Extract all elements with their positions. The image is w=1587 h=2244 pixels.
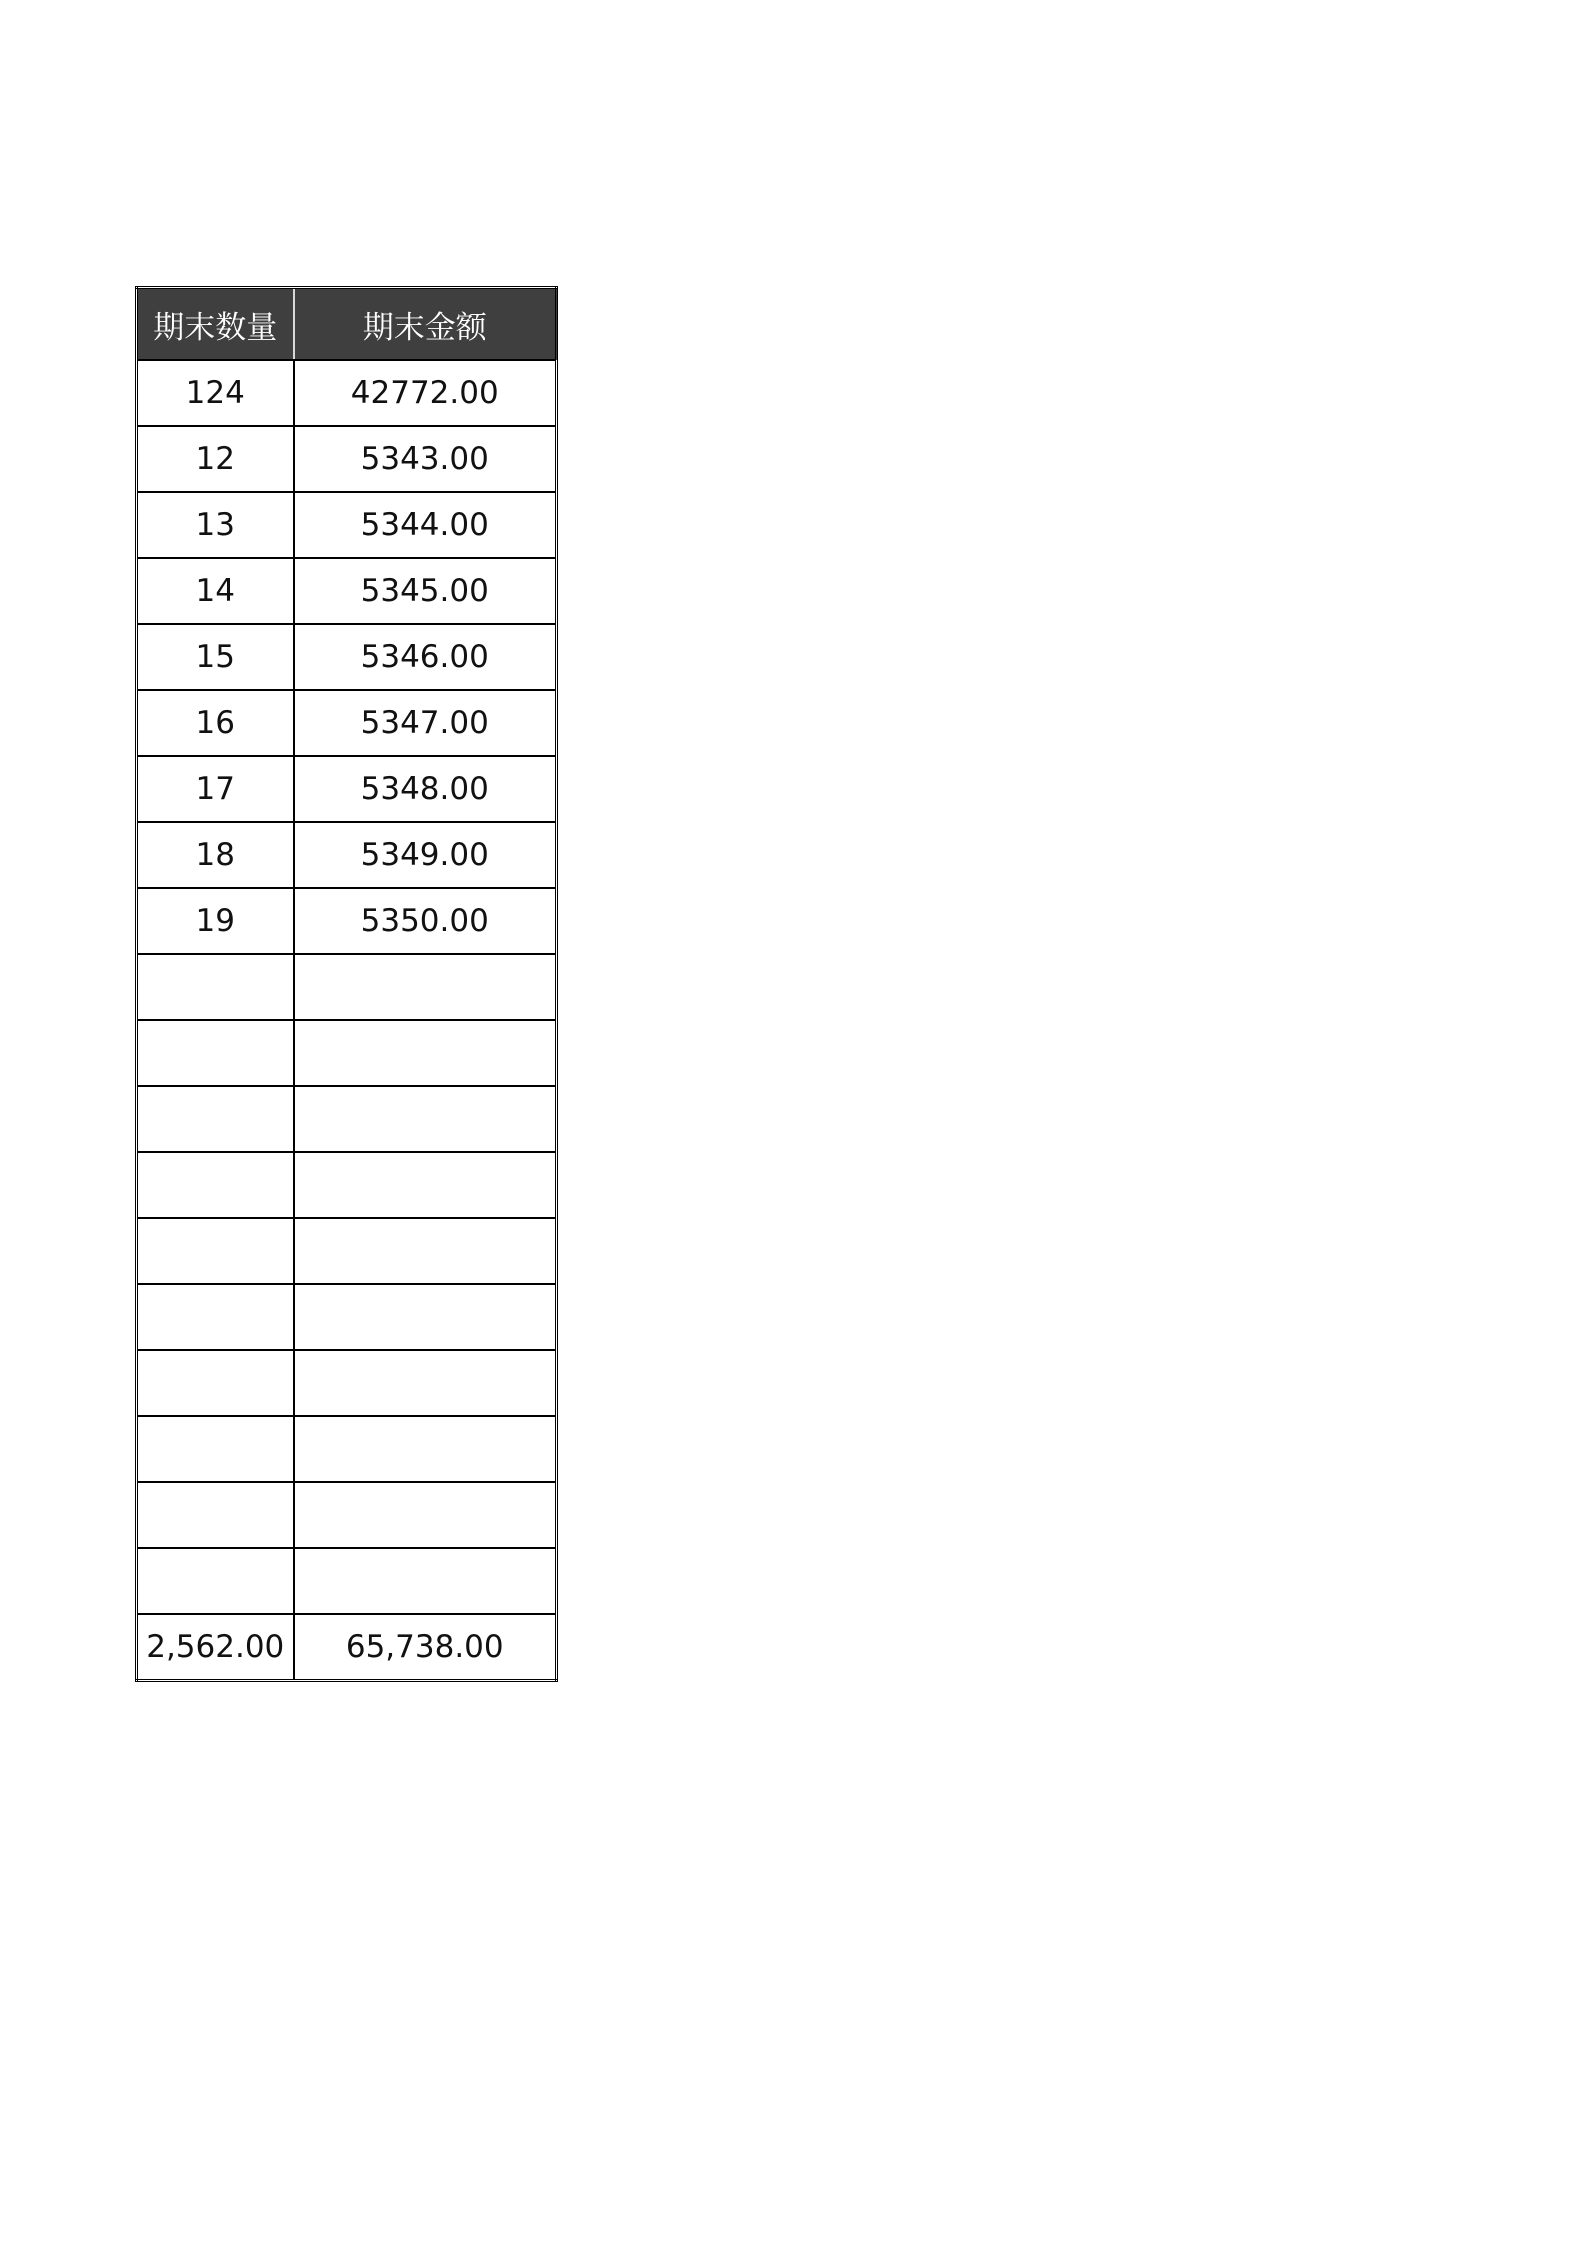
table-row xyxy=(137,426,557,492)
table-row xyxy=(137,360,557,426)
ending-amount-cell: 5344.00 xyxy=(294,492,557,558)
ending-amount-cell xyxy=(294,1284,557,1350)
table-row xyxy=(137,888,557,954)
table-row xyxy=(137,1152,557,1218)
table-row xyxy=(137,558,557,624)
table-row xyxy=(137,822,557,888)
ending-quantity-cell: 18 xyxy=(137,822,294,888)
ending-quantity-cell: 13 xyxy=(137,492,294,558)
ending-quantity-cell: 17 xyxy=(137,756,294,822)
ending-quantity-cell xyxy=(137,1284,294,1350)
ending-amount-cell xyxy=(294,1218,557,1284)
header-ending-quantity: 期末数量 xyxy=(137,288,294,361)
ending-quantity-cell xyxy=(137,1152,294,1218)
ending-quantity-cell xyxy=(137,1218,294,1284)
ending-quantity-cell xyxy=(137,1020,294,1086)
table-row xyxy=(137,1416,557,1482)
ending-quantity-cell xyxy=(137,1482,294,1548)
ending-amount-cell: 5349.00 xyxy=(294,822,557,888)
table-row xyxy=(137,954,557,1020)
table-row xyxy=(137,690,557,756)
table-row xyxy=(137,1482,557,1548)
ending-amount-cell xyxy=(294,1416,557,1482)
ending-quantity-cell: 19 xyxy=(137,888,294,954)
ending-amount-cell xyxy=(294,1548,557,1614)
table-row xyxy=(137,1284,557,1350)
ending-amount-cell xyxy=(294,1086,557,1152)
totals-row xyxy=(137,1614,557,1681)
ending-amount-cell: 5348.00 xyxy=(294,756,557,822)
total-amount-cell: 65,738.00 xyxy=(294,1614,557,1681)
ending-amount-cell: 5350.00 xyxy=(294,888,557,954)
ending-quantity-cell: 16 xyxy=(137,690,294,756)
table-row xyxy=(137,756,557,822)
table-row xyxy=(137,1086,557,1152)
ending-quantity-cell: 124 xyxy=(137,360,294,426)
ending-quantity-cell xyxy=(137,1350,294,1416)
ending-amount-cell: 5347.00 xyxy=(294,690,557,756)
table-row xyxy=(137,492,557,558)
total-quantity-cell: 2,562.00 xyxy=(137,1614,294,1681)
ending-amount-cell: 42772.00 xyxy=(294,360,557,426)
ending-quantity-cell: 14 xyxy=(137,558,294,624)
table-row xyxy=(137,1350,557,1416)
ending-quantity-cell xyxy=(137,954,294,1020)
table-row xyxy=(137,1218,557,1284)
ending-amount-cell xyxy=(294,1020,557,1086)
table-row xyxy=(137,624,557,690)
inventory-ending-table xyxy=(135,286,558,1682)
ending-quantity-cell: 12 xyxy=(137,426,294,492)
table-row xyxy=(137,1020,557,1086)
ending-quantity-cell xyxy=(137,1086,294,1152)
table-row xyxy=(137,1548,557,1614)
ending-amount-cell xyxy=(294,1482,557,1548)
table-header-row xyxy=(137,288,557,361)
ending-amount-cell xyxy=(294,954,557,1020)
ending-amount-cell: 5343.00 xyxy=(294,426,557,492)
ending-amount-cell: 5345.00 xyxy=(294,558,557,624)
ending-quantity-cell xyxy=(137,1416,294,1482)
ending-quantity-cell xyxy=(137,1548,294,1614)
ending-amount-cell xyxy=(294,1152,557,1218)
header-ending-amount: 期末金额 xyxy=(294,288,557,361)
ending-amount-cell: 5346.00 xyxy=(294,624,557,690)
ending-quantity-cell: 15 xyxy=(137,624,294,690)
ending-amount-cell xyxy=(294,1350,557,1416)
